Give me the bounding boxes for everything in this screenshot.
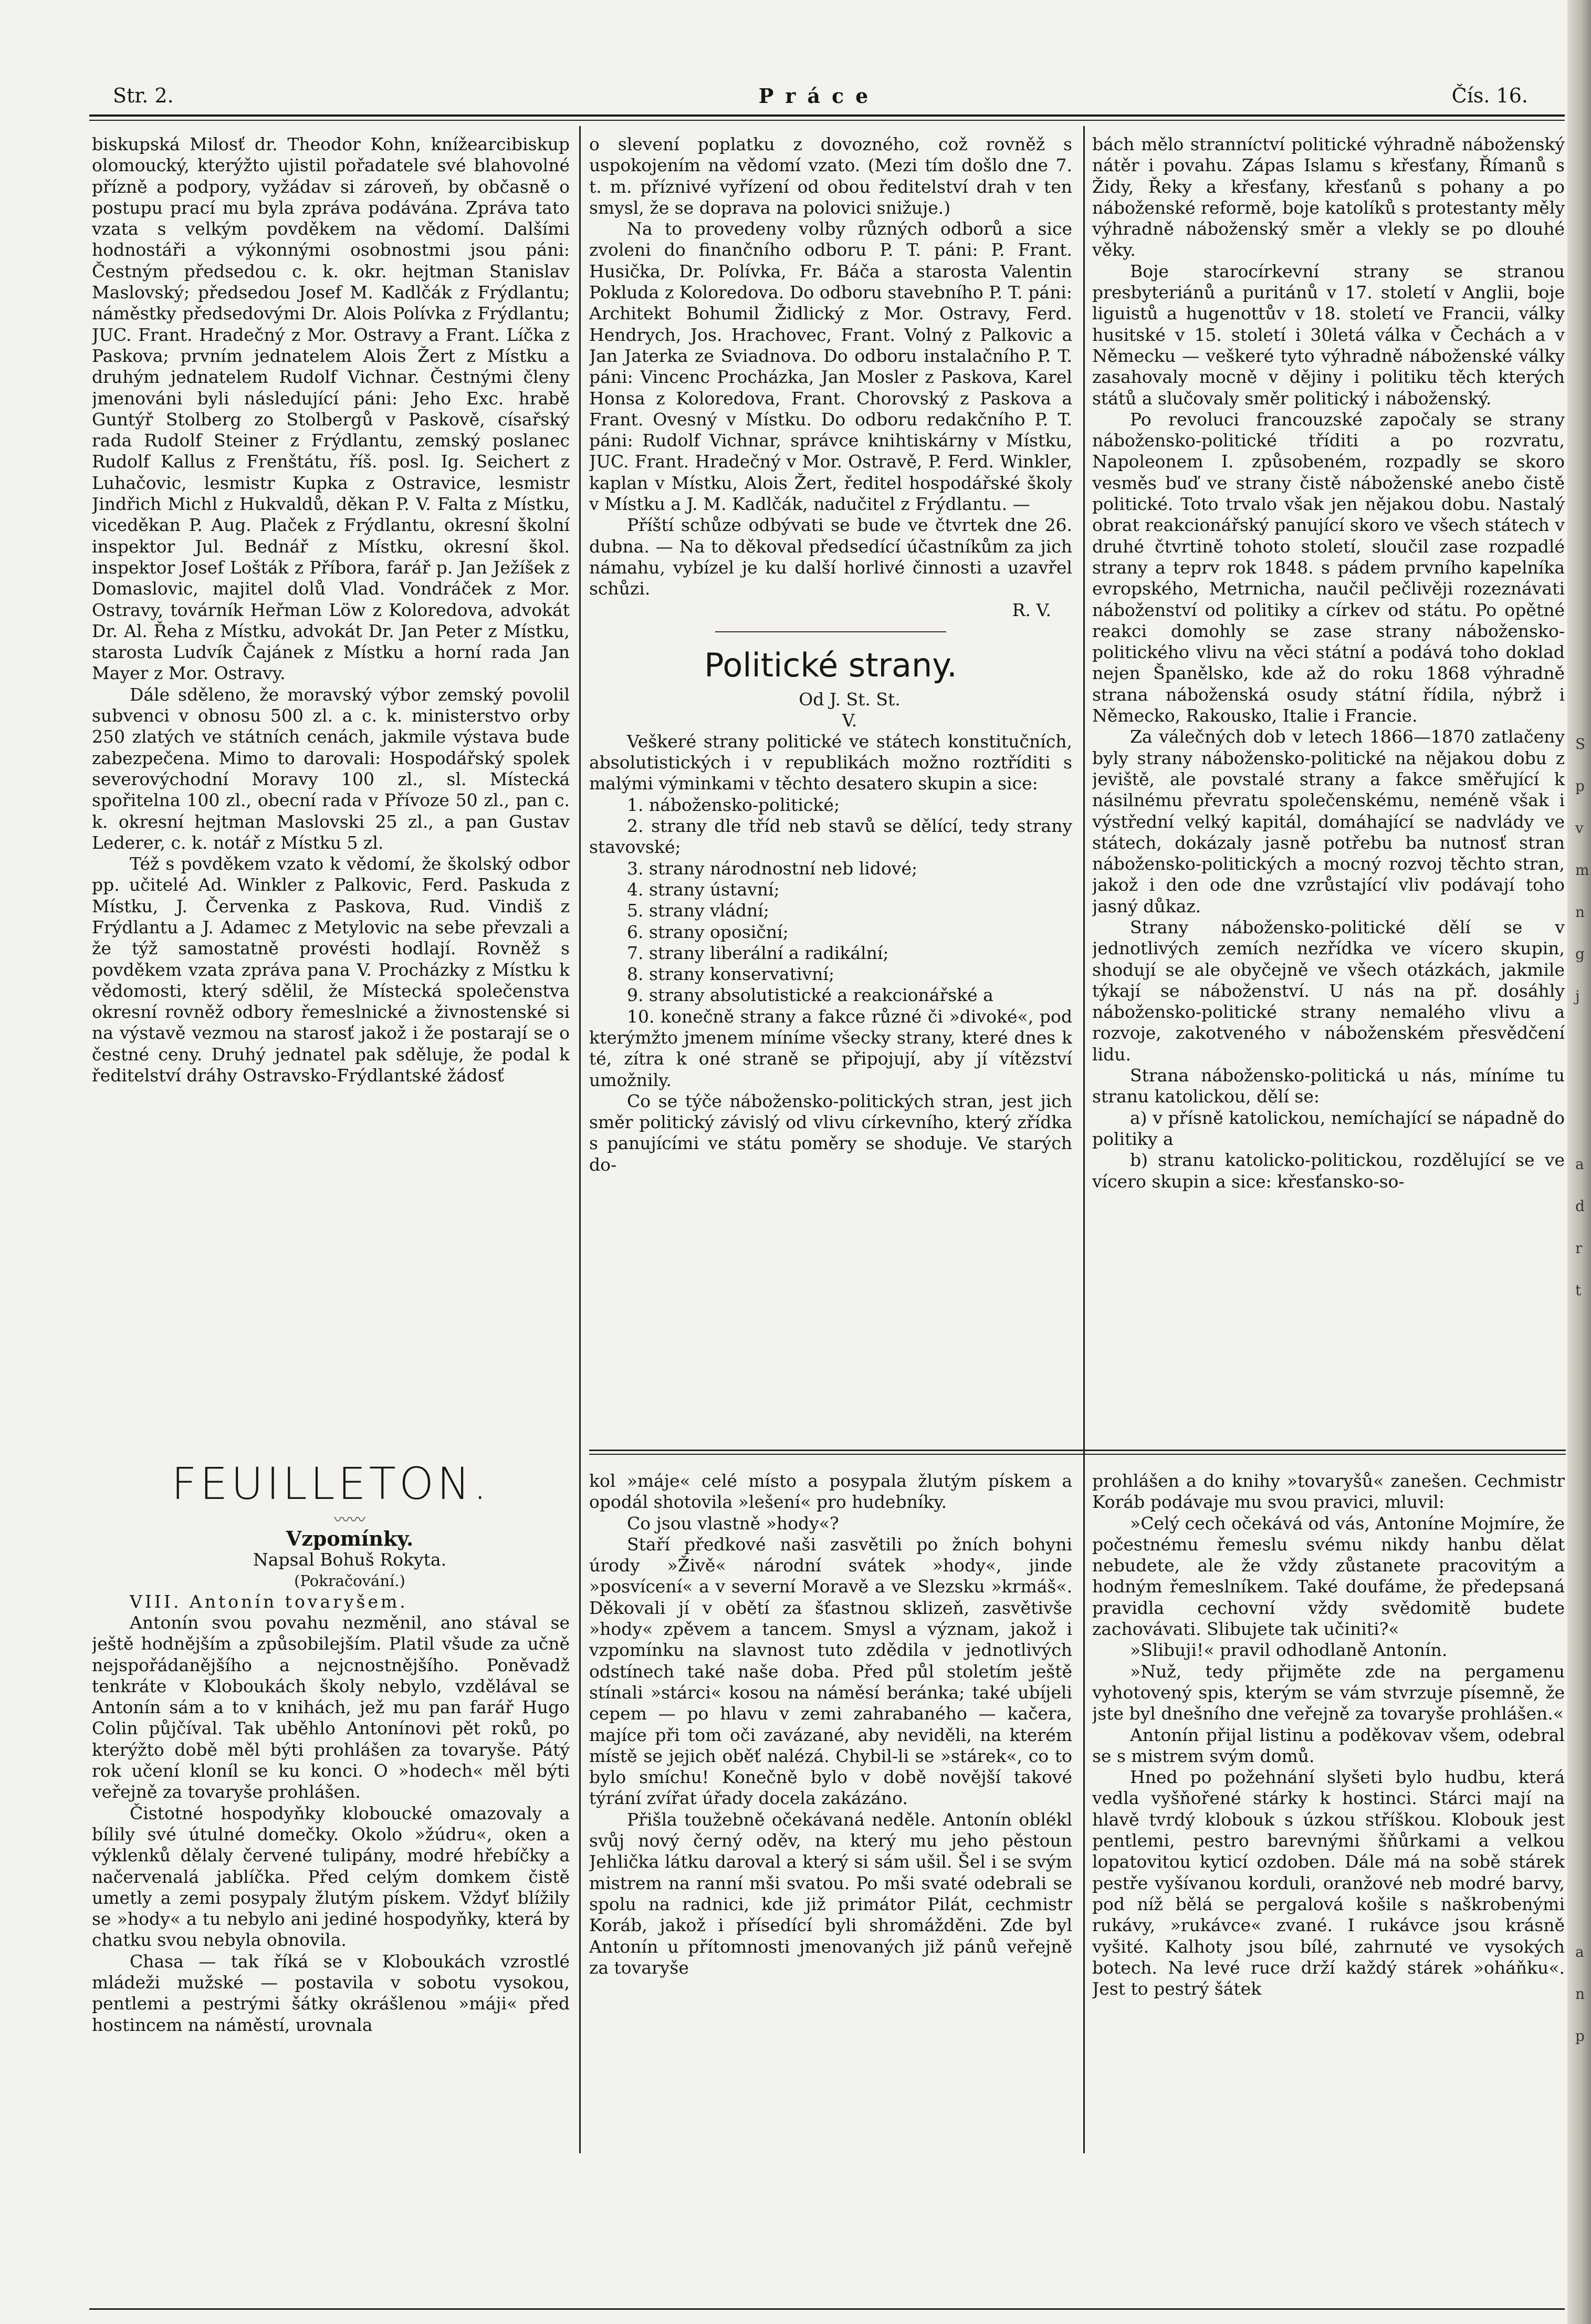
paragraph: Veškeré strany politické ve státech konstitučních, absolutistických i v republikách možno roztříditi s malými výminkami v těchto desatero skupin a sice: — [589, 731, 1072, 794]
margin-letter: S — [1575, 735, 1586, 753]
margin-letter: n — [1575, 903, 1585, 921]
paragraph: o slevení poplatku z dovozného, což rovněž s uspokojením na vědomí vzato. (Mezi tím došlo dne 7. t. m. příznivé vyřízení od obou ředitelství drah v ten smysl, že se doprava na polovici snižuje.) — [589, 134, 1072, 218]
paragraph: Hned po požehnání slyšeti bylo hudbu, která vedla vyšňořené stárky k hostinci. Stárci mají na hlavě tvrdý klobouk s úzkou stříškou. Klobouk jest pentlemi, pestro barevnými šňůrkami a velkou lopatovitou kyticí ozdoben. Dále má na sobě stárek pestře vyšívanou korduli, oranžové neb modré barvy, pod níž bělá se pergalová košile s naškrobenými rukávy, »rukávce« zvané. I rukávce jsou krásně vyšité. Kalhoty jsou bílé, zahrnuté ve vysokých botech. Na levé ruce drží každý stárek »oháňku«. Jest to pestrý šátek — [1092, 1767, 1565, 1999]
politics-byline: Od J. St. St. — [799, 689, 901, 710]
paragraph: Též s povděkem vzato k vědomí, že školský odbor pp. učitelé Ad. Winkler z Palkovic, Ferd. Paskuda z Místku, J. Červenka z Paskova, Rud. Vindiš z Frýdlantu a J. Adamec z Metylovic na sebe převzali a že týž samostatně provésti hodlají. Rovněž s povděkem vzata zpráva pana V. Procházky z Místku k vědomosti, který sdělil, že Místecká společenstva okresní rovněž odbory řemeslnické a živnostenské si na výstavě vezmou na starosť jakož i že postarají se o čestné ceny. Druhý jednatel pak sděluje, že podal k ředitelství dráhy Ostravsko-Frýdlantské žádosť — [92, 853, 570, 1086]
paragraph: Příští schůze odbývati se bude ve čtvrtek dne 26. dubna. — Na to děkoval předsedící účastníkům za jich námahu, vybízel je ku další horlivé činnosti a uzavřel schůzi. — [589, 515, 1072, 599]
feuilleton-heading: FEUILLETON. — [171, 1458, 490, 1509]
list-item: 4. strany ústavní; — [627, 879, 780, 900]
list-item: 8. strany konservativní; — [627, 964, 835, 985]
article-column-2 — [589, 134, 1072, 1447]
paragraph: bách mělo stranníctví politické výhradně náboženský nátěr i povahu. Zápas Islamu s křesťany, Římanů s Židy, Řeky a křesťany, křesťanů s pohany a po náboženské reformě, boje katolíků s protestanty měly výhradně náboženský směr a vlekly se po dlouhé věky. — [1092, 134, 1565, 260]
page-number: Str. 2. — [113, 84, 174, 107]
margin-letter: a — [1575, 1155, 1584, 1173]
list-item: 9. strany absolutistické a reakcionářské a — [627, 985, 993, 1006]
paragraph: kol »máje« celé místo a posypala žlutým pískem a opodál shotovila »lešení« pro hudebníky. — [589, 1471, 1072, 1513]
feuilleton-rule — [589, 1450, 1566, 1451]
margin-letter: a — [1575, 1943, 1584, 1961]
paragraph: Co jsou vlastně »hody«? — [627, 1513, 839, 1534]
margin-letter: j — [1575, 987, 1580, 1005]
chapter-heading: VIII. Antonín tovaryšem. — [130, 1591, 408, 1612]
margin-letter: g — [1575, 945, 1585, 963]
feuilleton-rule-thin — [589, 1454, 1566, 1455]
paragraph: Antonín svou povahu nezměnil, ano stával se ještě hodnějším a způsobilejším. Platil všude za učně nejspořádanějšího a nejcnostnějšího. Poněvadž tenkráte v Kloboukách školy nebylo, vzdělával se Antonín sám a to v knihách, jež mu pan farář Hugo Colin půjčíval. Tak uběhlo Antonínovi pět roků, po kterýžto době měl býti prohlášen za tovaryše. Pátý rok učení kloníl se ku konci. O »hodech« měl býti veřejně za tovaryše prohlášen. — [92, 1612, 570, 1802]
article-column-1 — [92, 134, 570, 1442]
paragraph: Dále sděleno, že moravský výbor zemský povolil subvenci v obnosu 500 zl. a c. k. ministerstvo orby 250 zlatých ve státních cenách, jakmile výstava bude zabezpečena. Mimo to darovali: Hospodářský spolek severovýchodní Moravy 100 zl., sl. Místecká spořitelna 100 zl., obecní rada v Přívoze 50 zl., pan c. k. okresní hejtman Maslovski 25 zl., a pan Gustav Lederer, c. k. notář z Místku 5 zl. — [92, 684, 570, 853]
margin-letter: t — [1575, 1281, 1582, 1299]
paragraph: Staří předkové naši zasvětili po žních bohyni úrody »Živě« národní svátek »hody«, jinde »posvícení« a v severní Moravě a ve Slezsku »krmáš«. Děkovali jí v obětí za šťastnou sklizeň, zasvětivše »hody« zpěvem a tancem. Smysl a význam, jakož i vzpomínku na slavnost tuto zdědila v jednotlivých odstínech také naše doba. Před půl stoletím ještě stínali »stárci« kosou na náměsí beránka; také ubíjeli cepem — po hlavu v zemi zahrabaného — kačera, majíce při tom oči zavázané, aby neviděli, na kterém místě se jejich oběť nalézá. Chybil-li se »stárek«, co to bylo smíchu! Konečně bylo v době novější takové týrání zvířat úřady docela zakázáno. — [589, 1534, 1072, 1809]
page-header — [89, 79, 1549, 110]
paragraph: Co se týče nábožensko-politických stran, jest jich směr politický závislý od vlivu církevního, který zřídka s panujícími ve státu poměry se shoduje. Ve starých do- — [589, 1090, 1072, 1175]
paragraph: Přišla toužebně očekávaná neděle. Antonín oblékl svůj nový černý oděv, na který mu jeho pěstoun Jehlička látku daroval a který si sám ušil. Šel i se svým mistrem na ranní mši svatou. Po mši svaté odebrali se spolu na radnici, kde již primátor Pilát, cechmistr Koráb, jakož i přísedící byli shromážděni. Zde byl Antonín u přítomnosti jmenovaných již pánů veřejně za tovaryše — [589, 1809, 1072, 1978]
issue-number: Čís. 16. — [1451, 84, 1528, 107]
paragraph: Na to provedeny volby různých odborů a sice zvoleni do finančního odboru P. T. páni: P. Frant. Husička, Dr. Polívka, Fr. Báča a starosta Valentin Pokluda z Koloredova. Do odboru stavebního P. T. páni: Architekt Bohumil Židlický z Mor. Ostravy, Ferd. Hendrych, Jos. Hrachovec, Frant. Volný z Palkovic a Jan Jaterka ze Sviadnova. Do odboru instalačního P. T. páni: Vincenc Procházka, Jan Mosler z Paskova, Karel Honsa z Koloredova, Frant. Chorovský z Paskova a Frant. Ovesný v Místku. Do odboru redakčního P. T. páni: Rudolf Vichnar, správce knihtiskárny v Místku, JUC. Frant. Hradečný v Mor. Ostravě, P. Ferd. Winkler, kaplan v Místku, Alois Žert, ředitel hospodářské školy v Místku a J. M. Kadlčák, nadučitel z Frýdlantu. — — [589, 218, 1072, 515]
paragraph: Čistotné hospodyňky kloboucké omazovaly a bílily své útulné domečky. Okolo »žúdru«, oken a výklenků dělaly červené tulipány, modré hřebíčky a načervenalá jablíčka. Před celým domkem čistě umetly a zemi posypaly žlutým pískem. Vždyť blížily se »hody« a tu nebylo ani jediné hospodyňky, která by chatku svou nebyla obnovila. — [92, 1802, 570, 1951]
paragraph: Po revoluci francouzské započaly se strany nábožensko-politické tříditi a po rozvratu, Napoleonem I. způsobeném, rozpadly se skoro vesměs buď ve strany čistě náboženské anebo čistě politické. Toto trvalo však jen nějakou dobu. Nastalý obrat reakcionářský panující skoro ve všech státech v druhé čtvrtině tohoto století, sloučil zase rozpadlé strany a teprv rok 1848. s pádem prvního kapelníka evropského, Metrnicha, naučil pečlivěji rozeznávati náboženství od politiky a církev od státu. Po opětné reakci domohly se zase strany nábožensko-politického vlivu na věci státní a podává toho doklad nejen Španělsko, kde až do roku 1868 výhradně strana náboženská osudy státní řídila, nýbrž i Německo, Rakousko, Italie i Francie. — [1092, 409, 1565, 726]
politics-title: Politické strany. — [704, 645, 957, 684]
feuilleton-continued: (Pokračování.) — [294, 1572, 405, 1590]
margin-letter: n — [1575, 1985, 1585, 2003]
header-rule-thin — [89, 120, 1565, 121]
list-item: 3. strany národnostní neb lidové; — [627, 858, 918, 879]
article-separator — [715, 631, 946, 632]
masthead-title: Práce — [758, 84, 880, 108]
margin-letter: p — [1575, 2027, 1585, 2045]
page-bottom-rule — [89, 2308, 1565, 2310]
paragraph: »Nuž, tedy přijměte zde na pergamenu vyhotovený spis, kterým se vám stvrzuje písemně, že jste byl dnešního dne veřejně za tovaryše prohlášen.« — [1092, 1661, 1565, 1724]
feuilleton-column-3 — [1092, 1471, 1565, 2295]
list-item: 2. strany dle tříd neb stavů se dělící, tedy strany stavovské; — [589, 816, 1072, 858]
paragraph: Boje starocírkevní strany se stranou presbyteriánů a puritánů v 17. století v Anglii, boje liguistů a hugenottův v 18. století ve Francii, války husitské v 15. století i 30letá válka v Čechách a v Německu — veškeré tyto výhradně náboženské války zasahovaly mocně v dějiny i politiku těch kterých států a slučovaly směr politický i náboženský. — [1092, 260, 1565, 409]
margin-letter: d — [1575, 1197, 1585, 1215]
margin-letter: r — [1575, 1239, 1583, 1257]
article-column-3 — [1092, 134, 1565, 1447]
paragraph: prohlášen a do knihy »tovaryšů« zanešen. Cechmistr Koráb podávaje mu svou pravici, mluvil: — [1092, 1471, 1565, 1513]
paragraph: biskupská Milosť dr. Theodor Kohn, knížearcibiskup olomoucký, kterýžto ujistil pořadatele své blahovolné přízně a podpory, vyžádav si zároveň, by občasně o postupu prací mu byla zpráva podávána. Zpráva tato vzata s velkým povděkem na vědomí. Dalšími hodnostáři a výkonnými osobnostmi jsou páni: Čestným předsedou c. k. okr. hejtman Stanislav Maslovský; předsedou Josef M. Kadlčák z Frýdlantu; náměstky předsedovými Dr. Alois Polívka z Frýdlantu; JUC. Frant. Hradečný z Mor. Ostravy a Frant. Líčka z Paskova; prvním jednatelem Alois Žert z Místku a druhým jednatelem Rudolf Vichnar. Čestnými členy jmenováni byli následující páni: Jeho Exc. hrabě Guntýř Stolberg zo Stolbergů v Paskově, císařský rada Rudolf Steiner z Frýdlantu, zemský poslanec Rudolf Kallus z Frenštátu, říš. posl. Ig. Seichert z Luhačovic, lesmistr Kupka z Ostravice, lesmistr Jindřich Michl z Hukvaldů, děkan P. V. Falta z Místku, viceděkan P. Aug. Plaček z Frýdlantu, okresní školní inspektor Jul. Bednář z Místku, okresní škol. inspektor Josef Lošták z Příbora, farář p. Jan Ježíšek z Domaslovic, majitel dolů Vlad. Vondráček z Mor. Ostravy, továrník Heřman Löw z Koloredova, advokát Dr. Al. Řeha z Místku, advokát Dr. Jan Peter z Místku, starosta Ludvík Čajánek z Místku a horní rada Jan Mayer z Mor. Ostravy. — [92, 134, 570, 684]
feuilleton-column-1 — [92, 1455, 570, 2295]
paragraph: Antonín přijal listinu a poděkovav všem, odebral se s mistrem svým domů. — [1092, 1724, 1565, 1766]
list-item: 7. strany liberální a radikální; — [627, 942, 889, 963]
paragraph: b) stranu katolicko-politickou, rozdělující se ve vícero skupin a sice: křesťansko-so- — [1092, 1150, 1565, 1192]
politics-numeral: V. — [842, 710, 857, 731]
paragraph: Strany nábožensko-politické dělí se v jednotlivých zemích nezřídka ve vícero skupin, shodují se ale obyčejně ve všech otázkách, jakmile týkají se náboženství. U nás na př. dosáhly nábožensko-politické strany nemalého vlivu a rozvoje, zakotveného v náboženském přesvědčení lidu. — [1092, 916, 1565, 1065]
feuilleton-column-2 — [589, 1471, 1072, 2295]
paragraph: Za válečných dob v letech 1866—1870 zatlačeny byly strany nábožensko-politické na nějakou dobu z jeviště, ale povstalé strany a fakce směřující k násilnému převratu společenskému, neméně však i výstřední velký kapitál, domáhající se nadvlády ve státech, dokázaly jasně potřebu ba nutnosť stran nábožensko-politických a mocný rozvoj těchto stran, jakož i den ode dne vzrůstající vliv podávají toho jasný důkaz. — [1092, 726, 1565, 916]
margin-letter: p — [1575, 777, 1585, 795]
margin-letter: v — [1575, 819, 1584, 837]
paragraph: Chasa — tak říká se v Kloboukách vzrostlé mládeži mužské — postavila v sobotu vysokou, pentlemi a pestrými šátky okrášlenou »máji« před hostincem na náměstí, urovnala — [92, 1951, 570, 2035]
column-divider-1 — [579, 126, 581, 2153]
header-rule — [89, 114, 1565, 117]
paragraph: »Celý cech očekává od vás, Antoníne Mojmíre, že počestnému řemeslu svému nikdy hanbu dělat nebudete, ale že vždy zůstanete pracovitým a hodným řemeslníkem. Také doufáme, že předepsaná pravidla cechovní vždy svědomitě budete zachovávati. Slibujete tak učiniti?« — [1092, 1513, 1565, 1640]
list-item: 5. strany vládní; — [627, 900, 769, 921]
paragraph: Strana nábožensko-politická u nás, míníme tu stranu katolickou, dělí se: — [1092, 1065, 1565, 1107]
ornament-icon: 〰〰 — [334, 1511, 365, 1529]
column-divider-2 — [1083, 126, 1085, 2153]
list-item: 10. konečně strany a fakce různé či »divoké«, pod kterýmžto jmenem míníme všecky strany, které dnes k té, zítra k oné straně se připojují, aby jí vítězství umožnily. — [589, 1006, 1072, 1090]
margin-letter: m — [1575, 861, 1589, 879]
feuilleton-author: Napsal Bohuš Rokyta. — [253, 1549, 447, 1570]
paragraph: »Slibuji!« pravil odhodlaně Antonín. — [1130, 1640, 1448, 1661]
signature: R. V. — [1012, 599, 1051, 620]
list-item: 1. nábožensko-politické; — [627, 794, 840, 815]
paragraph: a) v přísně katolickou, nemíchající se nápadně do politiky a — [1092, 1107, 1565, 1149]
list-item: 6. strany oposiční; — [627, 921, 789, 942]
feuilleton-title: Vzpomínky. — [286, 1527, 414, 1550]
